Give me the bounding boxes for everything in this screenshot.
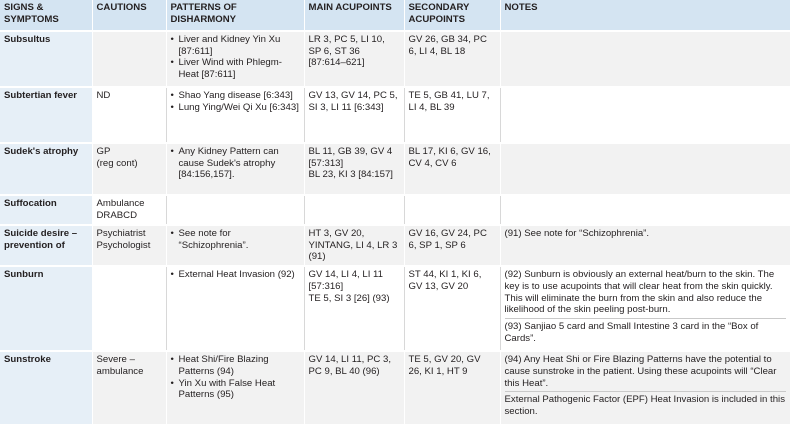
secondary-acupoint-line: TE 5, GB 41, LU 7, LI 4, BL 39 bbox=[408, 90, 490, 113]
note-block bbox=[505, 354, 786, 392]
secondary-acupoint-line: BL 17, KI 6, GV 16, CV 4, CV 6 bbox=[408, 146, 491, 169]
cautions-cell bbox=[92, 351, 166, 425]
table-row bbox=[0, 143, 790, 195]
caution-line: ambulance bbox=[96, 366, 144, 378]
note-text: (94) Any Heat Shi or Fire Blazing Patterns have the potential to cause sunstroke in the patient. Using these acupoints will “Clear this Heat”. bbox=[504, 354, 777, 389]
note-block bbox=[505, 321, 786, 346]
main-acupoints-cell bbox=[304, 143, 404, 195]
main-acupoint-line: GV 14, LI 11, PC 3, PC 9, BL 40 (96) bbox=[308, 354, 391, 378]
table-row bbox=[0, 31, 790, 87]
table-row bbox=[0, 266, 790, 351]
main-acupoints-cell bbox=[304, 31, 404, 87]
notes-cell bbox=[500, 143, 790, 195]
header-row bbox=[0, 0, 790, 31]
main-acupoint-line: HT 3, GV 20, YINTANG, LI 4, LR 3 (91) bbox=[308, 228, 398, 263]
caution-line: GP bbox=[96, 146, 111, 157]
secondary-acupoint-line: TE 5, GV 20, GV 26, KI 1, HT 9 bbox=[408, 354, 481, 378]
cautions-cell bbox=[92, 87, 166, 143]
notes-cell bbox=[500, 87, 790, 143]
sign-cell: Suffocation bbox=[0, 195, 92, 225]
pattern-list bbox=[171, 228, 300, 251]
patterns-cell bbox=[166, 31, 304, 87]
note-block bbox=[505, 269, 786, 319]
table-row bbox=[0, 351, 790, 425]
header-notes: NOTES bbox=[500, 0, 790, 31]
secondary-acupoints-cell bbox=[404, 143, 500, 195]
pattern-item: • Any Kidney Pattern can cause Sudek's atrophy [84:156,157]. bbox=[171, 146, 300, 181]
main-acupoint-line: LR 3, PC 5, LI 10, SP 6, ST 36 [87:614–621] bbox=[308, 34, 385, 69]
main-acupoint-line: BL 11, GB 39, GV 4 [57:313] bbox=[308, 146, 393, 169]
notes-cell bbox=[500, 266, 790, 351]
caution-line: Psychiatrist bbox=[96, 228, 146, 239]
note-text: (92) Sunburn is obviously an external heat/burn to the skin. The key is to use acupoints that will clear heat from the skin quickly. This will eliminate the burn from the skin and also reduce the likelihood of the skin peeling post-burn. bbox=[504, 269, 775, 316]
main-acupoints-cell bbox=[304, 266, 404, 351]
notes-cell bbox=[500, 351, 790, 425]
note-text: External Pathogenic Factor (EPF) Heat Invasion is included in this section. bbox=[504, 394, 785, 418]
sign-cell: Subtertian fever bbox=[0, 87, 92, 143]
caution-line: Severe – bbox=[96, 354, 135, 366]
main-acupoints-cell bbox=[304, 351, 404, 425]
cautions-cell bbox=[92, 225, 166, 266]
main-acupoints-cell bbox=[304, 195, 404, 225]
notes-cell bbox=[500, 225, 790, 266]
pattern-list bbox=[171, 90, 300, 113]
header-patterns: PATTERNS OF DISHARMONY bbox=[166, 0, 304, 31]
pattern-item: • Shao Yang disease [6:343] bbox=[171, 90, 300, 102]
secondary-acupoint-line: GV 26, GB 34, PC 6, LI 4, BL 18 bbox=[408, 34, 487, 57]
note-block bbox=[505, 228, 786, 242]
note-block bbox=[505, 394, 786, 419]
secondary-acupoints-cell bbox=[404, 225, 500, 266]
secondary-acupoints-cell bbox=[404, 266, 500, 351]
notes-cell bbox=[500, 31, 790, 87]
table-row bbox=[0, 225, 790, 266]
main-acupoint-line: GV 13, GV 14, PC 5, SI 3, LI 11 [6:343] bbox=[308, 90, 398, 113]
notes-cell bbox=[500, 195, 790, 225]
header-signs: SIGNS & SYMPTOMS bbox=[0, 0, 92, 31]
sign-cell: Suicide desire – prevention of bbox=[0, 225, 92, 266]
main-acupoint-line: TE 5, SI 3 [26] (93) bbox=[308, 292, 390, 304]
patterns-cell bbox=[166, 266, 304, 351]
secondary-acupoints-cell bbox=[404, 195, 500, 225]
table-body bbox=[0, 31, 790, 425]
secondary-acupoint-line: ST 44, KI 1, KI 6, GV 13, GV 20 bbox=[408, 269, 482, 292]
pattern-item: • Heat Shi/Fire Blazing Patterns (94) bbox=[171, 354, 300, 377]
header-main-acupoints: MAIN ACUPOINTS bbox=[304, 0, 404, 31]
note-text: (93) Sanjiao 5 card and Small Intestine 3 card in the “Box of Cards”. bbox=[504, 320, 759, 344]
cautions-cell bbox=[92, 195, 166, 225]
caution-line: (reg cont) bbox=[96, 157, 138, 169]
pattern-item: • Lung Ying/Wei Qi Xu [6:343] bbox=[171, 102, 300, 114]
pattern-item: • External Heat Invasion (92) bbox=[171, 269, 300, 281]
secondary-acupoints-cell bbox=[404, 87, 500, 143]
sign-cell: Sunburn bbox=[0, 266, 92, 351]
cautions-cell bbox=[92, 31, 166, 87]
caution-line: ND bbox=[96, 90, 111, 101]
patterns-cell bbox=[166, 87, 304, 143]
pattern-list bbox=[171, 34, 300, 81]
sign-cell: Sudek's atrophy bbox=[0, 143, 92, 195]
table-row bbox=[0, 87, 790, 143]
cautions-cell bbox=[92, 266, 166, 351]
pattern-item: • Liver and Kidney Yin Xu [87:611] bbox=[171, 34, 300, 57]
pattern-list bbox=[171, 146, 300, 181]
secondary-acupoint-line: GV 16, GV 24, PC 6, SP 1, SP 6 bbox=[408, 228, 487, 251]
patterns-cell bbox=[166, 195, 304, 225]
pattern-list bbox=[171, 269, 300, 281]
secondary-acupoints-cell bbox=[404, 31, 500, 87]
table-header bbox=[0, 0, 790, 31]
pattern-item: • Liver Wind with Phlegm-Heat [87:611] bbox=[171, 57, 300, 80]
pattern-item: • See note for “Schizophrenia”. bbox=[171, 228, 300, 251]
main-acupoint-line: BL 23, KI 3 [84:157] bbox=[308, 169, 393, 181]
caution-line: DRABCD bbox=[96, 209, 138, 221]
header-cautions: CAUTIONS bbox=[92, 0, 166, 31]
secondary-acupoints-cell bbox=[404, 351, 500, 425]
pattern-item: • Yin Xu with False Heat Patterns (95) bbox=[171, 378, 300, 401]
pattern-list bbox=[171, 354, 300, 401]
note-text: (91) See note for “Schizophrenia”. bbox=[504, 228, 650, 239]
patterns-cell bbox=[166, 225, 304, 266]
main-acupoint-line: GV 14, LI 4, LI 11 [57:316] bbox=[308, 269, 383, 292]
main-acupoints-cell bbox=[304, 225, 404, 266]
caution-line: Psychologist bbox=[96, 239, 151, 251]
table-row bbox=[0, 195, 790, 225]
sign-cell: Sunstroke bbox=[0, 351, 92, 425]
header-secondary-acupoints: SECONDARY ACUPOINTS bbox=[404, 0, 500, 31]
caution-line: Ambulance bbox=[96, 198, 145, 209]
sign-cell: Subsultus bbox=[0, 31, 92, 87]
main-acupoints-cell bbox=[304, 87, 404, 143]
patterns-cell bbox=[166, 351, 304, 425]
patterns-cell bbox=[166, 143, 304, 195]
cautions-cell bbox=[92, 143, 166, 195]
